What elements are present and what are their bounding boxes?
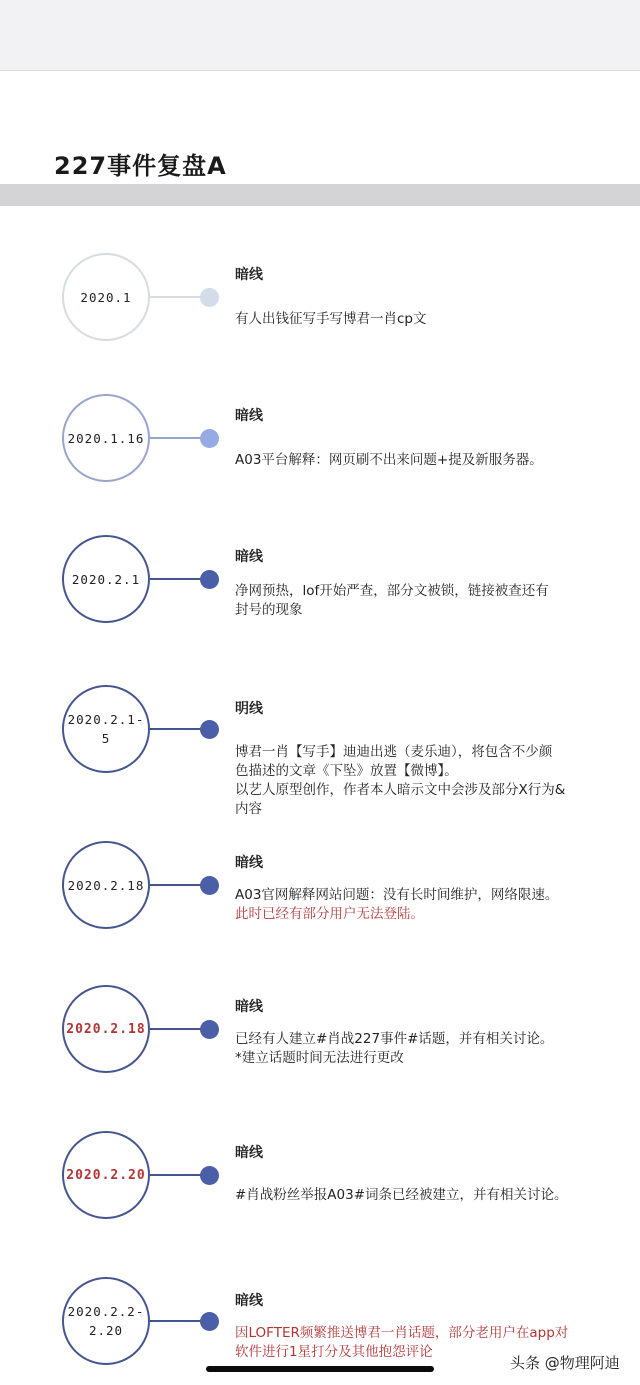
- event-date: 2020.2.20: [66, 1167, 146, 1183]
- connector-line: [150, 1320, 202, 1322]
- timeline-event: [0, 1130, 640, 1280]
- desc-line: A03官网解释网站问题：没有长时间维护，网络限速。: [235, 887, 559, 903]
- desc-line: *建立话题时间无法进行更改: [235, 1050, 404, 1066]
- date-circle: [62, 535, 150, 623]
- date-circle: [62, 253, 150, 341]
- desc-line-highlight: 软件进行1星打分及其他抱怨评论: [235, 1344, 433, 1360]
- connector-line: [150, 296, 202, 298]
- event-kind: 暗线: [235, 1293, 263, 1309]
- event-date: 2020.2.1-5: [67, 712, 145, 746]
- event-description: [235, 886, 585, 924]
- header-band: [0, 184, 640, 206]
- desc-line: 已经有人建立#肖战227事件#话题，并有相关讨论。: [235, 1031, 554, 1047]
- timeline-dot: [200, 1020, 219, 1039]
- timeline-event: [0, 840, 640, 990]
- event-description: [235, 451, 585, 470]
- connector-line: [150, 1028, 202, 1030]
- date-circle: [62, 985, 150, 1073]
- date-circle: [62, 1131, 150, 1219]
- connector-line: [150, 728, 202, 730]
- timeline-dot: [200, 720, 219, 739]
- event-description: [235, 743, 585, 819]
- event-kind: 暗线: [235, 408, 263, 424]
- event-date: 2020.1.16: [67, 430, 145, 446]
- event-date: 2020.2.18: [66, 1021, 146, 1037]
- event-kind: 暗线: [235, 1145, 263, 1161]
- date-circle: [62, 394, 150, 482]
- event-date: 2020.2.2- 2.20: [67, 1304, 145, 1338]
- event-description: [235, 1186, 585, 1205]
- event-description: [235, 1030, 585, 1068]
- timeline-dot: [200, 1166, 219, 1185]
- timeline-dot: [200, 876, 219, 895]
- desc-line: 以艺人原型创作，作者本人暗示文中会涉及部分X行为&: [235, 782, 566, 798]
- desc-line: 有人出钱征写手写博君一肖cp文: [235, 311, 427, 327]
- event-date: 2020.2.1: [71, 571, 141, 587]
- date-circle: [62, 685, 150, 773]
- desc-line: 博君一肖【写手】迪迪出逃（麦乐迪），将包含不少颜: [235, 744, 553, 760]
- desc-line-highlight: 此时已经有部分用户无法登陆。: [235, 906, 424, 922]
- event-kind: 明线: [235, 701, 263, 717]
- watermark: 头条 @物理阿迪: [510, 1354, 620, 1372]
- timeline-dot: [200, 288, 219, 307]
- desc-line: 封号的现象: [235, 602, 303, 618]
- timeline-dot: [200, 570, 219, 589]
- connector-line: [150, 1174, 202, 1176]
- desc-line: A03平台解释：网页刷不出来问题+提及新服务器。: [235, 452, 543, 468]
- desc-line: 净网预热，lof开始严查，部分文被锁，链接被查还有: [235, 583, 549, 599]
- connector-line: [150, 578, 202, 580]
- event-description: [235, 310, 585, 329]
- home-indicator[interactable]: [206, 1366, 434, 1372]
- event-kind: 暗线: [235, 549, 263, 565]
- date-circle: [62, 1277, 150, 1365]
- event-kind: 暗线: [235, 855, 263, 871]
- event-date: 2020.1: [80, 289, 132, 305]
- desc-line: 色描述的文章《下坠》放置【微博】。: [235, 763, 458, 779]
- desc-line: #肖战粉丝举报A03#词条已经被建立，并有相关讨论。: [235, 1187, 568, 1203]
- timeline-dot: [200, 429, 219, 448]
- timeline-event: [0, 684, 640, 834]
- date-circle: [62, 841, 150, 929]
- timeline-event: [0, 984, 640, 1134]
- event-description: [235, 582, 585, 620]
- top-bar: [0, 0, 640, 71]
- event-date: 2020.2.18: [67, 877, 145, 893]
- desc-line: 内容: [235, 801, 262, 817]
- timeline-event: [0, 250, 640, 400]
- event-kind: 暗线: [235, 267, 263, 283]
- page-title: 227事件复盘A: [54, 152, 227, 180]
- connector-line: [150, 884, 202, 886]
- connector-line: [150, 437, 202, 439]
- timeline-event: [0, 534, 640, 684]
- desc-line-highlight: 因LOFTER频繁推送博君一肖话题，部分老用户在app对: [235, 1325, 569, 1341]
- timeline-dot: [200, 1312, 219, 1331]
- timeline-event: [0, 392, 640, 542]
- event-kind: 暗线: [235, 999, 263, 1015]
